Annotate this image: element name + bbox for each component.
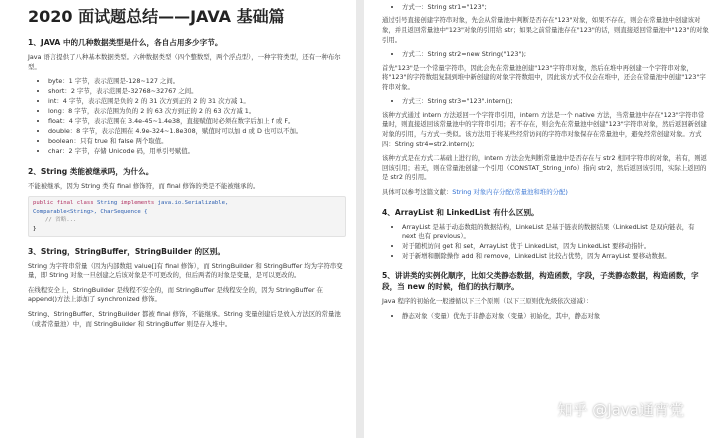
code-line: // 省略... <box>45 217 77 224</box>
code-block <box>28 196 346 236</box>
code-line: public final class String implements java.io.Serializable, <box>33 200 229 207</box>
reference-line: 具体可以参考这篇文献：String 对象内存分配(常量池和堆的分配) <box>382 187 568 196</box>
section-heading-1: 1、JAVA 中的几种数据类型是什么，各自占用多少字节。 <box>28 38 223 47</box>
watermark: 知乎 @Java通宵党 <box>557 401 684 419</box>
section-3-para-1: String 为字符串常量（因为内部数组 value[]有 final 修饰），而 StringBuilder 和 StringBuffer 均为字符串变量，即 String 对象一旦创建之后该对象是不可更改的，但后两者的对象是变量，是可以更改的。 <box>28 261 343 280</box>
list-item: • char：2 字节，存储 Unicode 码，用单引号赋值。 <box>48 147 346 156</box>
arraylist-compare-list <box>382 223 710 262</box>
page-title: 2020 面试题总结——JAVA 基础篇 <box>28 7 285 26</box>
method-3-list <box>382 97 710 106</box>
left-page <box>0 0 356 438</box>
section-2-text: 不能被继承，因为 String 类有 final 修饰符，而 final 修饰的类是不能被继承的。 <box>28 181 260 190</box>
reference-link[interactable]: String 对象内存分配(常量池和堆的分配) <box>452 187 568 196</box>
method-1-text: 通过引号直接创建字符串对象，先会从常量池中判断是否存在"123"对象，如果不存在，则会在常量池中创建该对象，并且返回常量池中"123"对象的引用给 str；如果之前常量池存在"123"的话，则直接返回常量池中"123"的对象引用。 <box>382 16 709 44</box>
list-item: • boolean：只有 true 和 false 两个取值。 <box>48 137 346 146</box>
list-item: • 静态对象（变量）优先于非静态对象（变量）初始化，其中，静态对象 <box>402 312 710 321</box>
list-item: • byte：1 字节，表示范围是-128~127 之间。 <box>48 77 346 86</box>
section-3-para-3: String、StringBuffer、StringBuilder 都被 final 修饰，不能继承。String 变量创建后是放入方法区的常量池（或者常量池）中，而 StringBuilder 和 StringBuffer 则是存入堆中。 <box>28 309 341 328</box>
list-item: • ArrayList 是基于动态数组的数据结构，LinkeList 是基于链表的数据结果（LinkedList 是双向链表，有 next 也有 previous）。 <box>402 223 710 242</box>
list-item: • 方式二：String str2=new String("123"); <box>402 50 710 59</box>
list-item: • float：4 字节，表示范围在 3.4e-45~1.4e38，直接赋值时必须在数字后加上 f 或 F。 <box>48 117 346 126</box>
list-item: • int：4 字节，表示范围是负的 2 的 31 次方到正的 2 的 31 次方减 1。 <box>48 97 346 106</box>
list-item: • 对于新增和删除操作 add 和 remove，LinkedList 比较占优势，因为 ArrayList 要移动数据。 <box>402 252 710 261</box>
section-heading-3: 3、String，StringBuffer，StringBuilder 的区别。 <box>28 246 225 256</box>
section-heading-2: 2、String 类能被继承吗，为什么。 <box>28 166 154 176</box>
init-order-list <box>382 312 710 321</box>
list-item: • double：8 字节，表示范围在 4.9e-324~1.8e308，赋值时可以加 d 或 D 也可以不加。 <box>48 127 346 136</box>
method-3-text: 该种方式通过 intern 方法返回一个字符串引用，intern 方法是一个 native 方法，当常量池中存在"123"字符串常量时，则直接返回该常量池中的字符串引用；若不存在，则会先在常量池中创建"123"字符串对象，然后返回新创建对象的引用，与方式一类似。该方法用于将某些经常访问的字符串对象保存在常量池中，避免经常创建对象。方式四：String str4=str2.intern(); <box>382 110 707 148</box>
method-2-text: 首先"123"是一个常量字符串，因此会先在常量池创建"123"字符串对象，然后在堆中再创建一个字符串对象，将"123"的字符数组复制到堆中新创建的对象字符数组中，因此该方式不仅会在堆中，还会在常量池中创建"123"字符串对象。 <box>382 63 706 91</box>
code-line: } <box>33 225 37 232</box>
method-1-list <box>382 3 710 12</box>
list-item: • 方式三：String str3="123".intern(); <box>402 97 710 106</box>
data-type-list <box>28 77 346 156</box>
section-heading-5: 5、讲讲类的实例化顺序，比如父类静态数据，构造函数，字段，子类静态数据，构造函数，字段，当 new 的时候，他们的执行顺序。 <box>382 271 699 292</box>
section-5-text: Java 程序的初始化一般遵循以下三个原则（以下三原则优先级依次递减）： <box>382 297 593 306</box>
right-page <box>364 0 720 438</box>
method-2-list <box>382 50 710 59</box>
list-item: • long：8 字节，表示范围为负的 2 的 63 次方到正的 2 的 63 次方减 1。 <box>48 107 346 116</box>
method-4-text: 该种方式是在方式二基础上进行的，intern 方法会先判断常量池中是否存在与 str2 相同字符串的对象，若有，则返回该引用；若无，则在常量池创建一个引用（CONSTAT_String_info）指向 str2，然后返回该引用，实际上返回的是 str2 的引用。 <box>382 154 708 182</box>
section-1-intro: Java 语言提供了八种基本数据类型。六种数据类型（四个整数型，两个浮点型），一种字符类型，还有一种布尔型。 <box>28 53 341 71</box>
code-line: Comparable<String>, CharSequence { <box>33 208 148 215</box>
list-item: • 方式一：String str1="123"; <box>402 3 710 12</box>
list-item: • short：2 字节，表示范围是-32768~32767 之间。 <box>48 87 346 96</box>
list-item: • 对于随机访问 get 和 set，ArrayList 优于 LinkedList，因为 LinkedList 要移动指针。 <box>402 242 710 251</box>
section-3-para-2: 在线程安全上，StringBuilder 是线程不安全的，而 StringBuffer 是线程安全的，因为 StringBuffer 在 append()方法上添加了 synchronized 修饰。 <box>28 285 323 304</box>
section-heading-4: 4、ArrayList 和 LinkedList 有什么区别。 <box>382 207 539 217</box>
